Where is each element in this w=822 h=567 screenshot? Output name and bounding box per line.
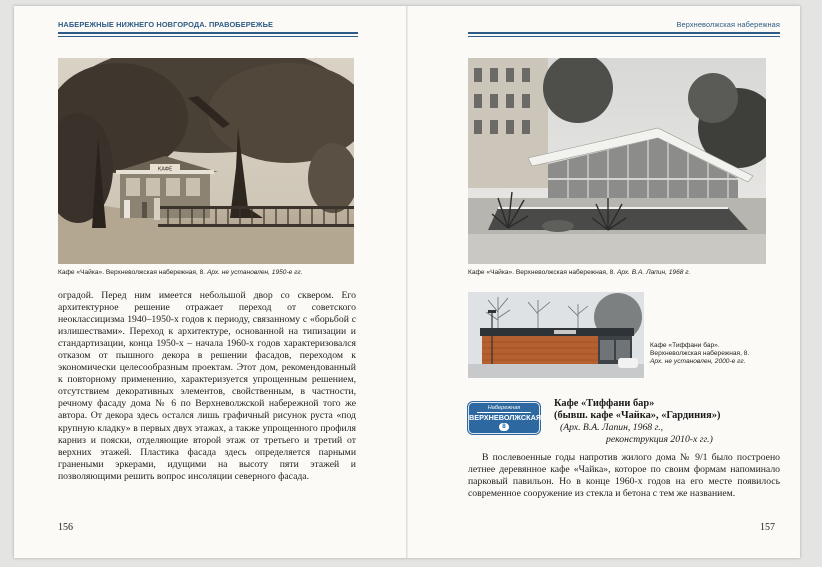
photo-chaika-1950s-image bbox=[58, 58, 354, 264]
street-sign-number: 8 bbox=[499, 423, 509, 431]
photo-chaika-1950s bbox=[58, 58, 354, 264]
photo-tiffany-bar-image bbox=[468, 292, 644, 378]
photo-chaika-1968 bbox=[468, 58, 766, 264]
caption-tiffany-bar-main: Кафе «Тиффани бар». Верхневолжская набережная, 8. bbox=[650, 342, 750, 357]
caption-chaika-1968 bbox=[468, 269, 780, 277]
caption-chaika-1950s-main: Кафе «Чайка». Верхневолжская набережная, 8. bbox=[58, 269, 207, 276]
left-page bbox=[14, 6, 406, 558]
caption-tiffany-bar bbox=[650, 342, 762, 366]
street-sign bbox=[468, 402, 540, 434]
left-header-rule bbox=[58, 32, 358, 34]
kiosk-sign-text: КАФЕ bbox=[157, 166, 173, 173]
street-sign-name: ВЕРХНЕВОЛЖСКАЯ bbox=[469, 413, 542, 422]
section-heading bbox=[554, 398, 720, 446]
caption-chaika-1950s bbox=[58, 269, 368, 277]
right-running-head: Верхневолжская набережная bbox=[676, 20, 780, 29]
section-heading-meta-2: реконструкция 2010-х гг.) bbox=[606, 434, 713, 445]
caption-chaika-1968-main: Кафе «Чайка». Верхневолжская набережная, 8. bbox=[468, 269, 617, 276]
section-heading-meta-1: (Арх. В.А. Лапин, 1968 г., bbox=[560, 422, 664, 433]
section-heading-title: Кафе «Тиффани бар» bbox=[554, 398, 655, 409]
left-running-head: НАБЕРЕЖНЫЕ НИЖНЕГО НОВГОРОДА. ПРАВОБЕРЕЖЬЕ bbox=[58, 20, 274, 29]
caption-tiffany-bar-architect: Арх. не установлен, 2000-е гг. bbox=[650, 358, 746, 365]
photo-tiffany-bar bbox=[468, 292, 644, 378]
photo-chaika-1968-image bbox=[468, 58, 766, 264]
right-page bbox=[408, 6, 800, 558]
right-body-paragraph: В послевоенные годы напротив жилого дома № 9/1 было построено летнее деревянное кафе «Чайка», которое по своим формам напоминало парковый павильон. Но в конце 1960-х годов на его месте появилось современное сооружение из стекла и бетона с тем же названием. bbox=[468, 452, 780, 500]
caption-chaika-1950s-architect: Арх. не установлен, 1950-е гг. bbox=[206, 269, 303, 276]
book-spread bbox=[14, 6, 800, 558]
caption-chaika-1968-architect: Арх. В.А. Лапин, 1968 г. bbox=[616, 269, 691, 276]
right-header-rule bbox=[468, 32, 780, 34]
street-sign-top: Набережная bbox=[477, 405, 531, 413]
left-body-paragraph: оградой. Перед ним имеется небольшой двор со сквером. Его архитектурное решение отражает переход от советского неоклассицизма 1940–1950-х годов к периоду, связанному с «борьбой с излишествами». Переход к архитектуре, основанной на типизации и стандартизации, конца 1950-х – начала 1960-х годов характеризовался отказом от пышного декора в решении фасадов, переходом к экономически целесообразным проектам. Этот дом, рекомендованный к повторному применению, характеризуется упрощенным решением, отсутствием декоративных элементов, свойственным, в частности, речному фасаду дома № 6 по Верхневолжской набережной того же автора. От декора здесь остался лишь графичный рисунок руста «под крупную кладку» в первых двух этажах, а также упрощенного профиля карниз и пояски, отделяющие второй этаж от третьего и третий от верхних этажей. Пластика фасада здесь определяется парными гранеными эркерами, идущими на высоту пяти этажей и позволяющими решить вопрос инсоляции северного фасада. bbox=[58, 290, 356, 482]
page-number-157: 157 bbox=[760, 522, 775, 533]
section-heading-former-names: (бывш. кафе «Чайка», «Гардиния») bbox=[554, 410, 721, 421]
page-number-156: 156 bbox=[58, 522, 73, 533]
